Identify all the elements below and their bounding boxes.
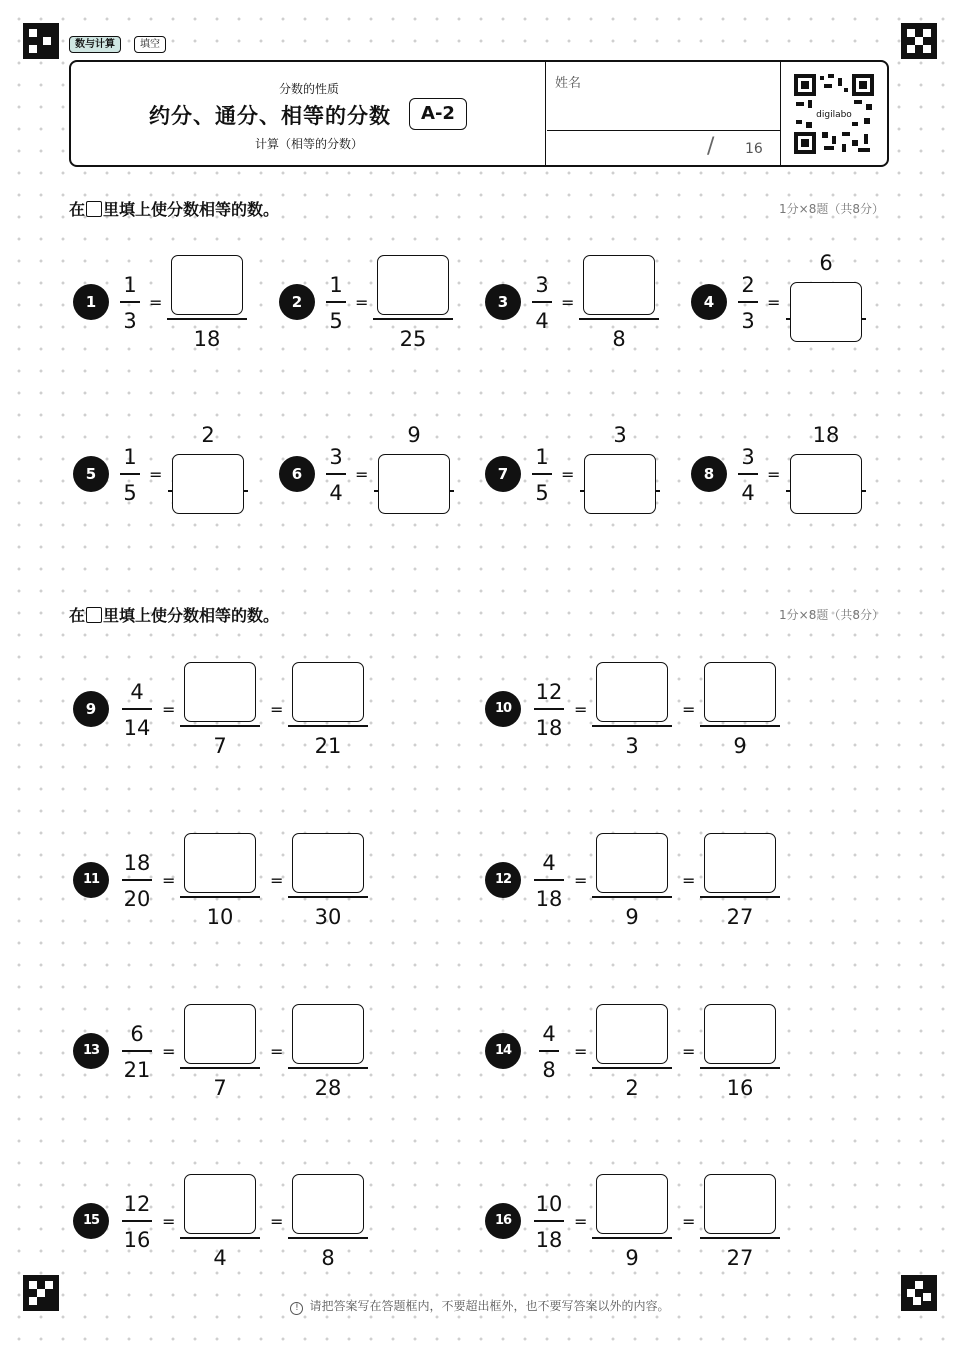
fraction-numerator: 4	[130, 680, 144, 704]
answer-box-denominator[interactable]	[790, 454, 862, 514]
answer-box-numerator[interactable]	[704, 1004, 776, 1064]
fraction-bar	[534, 708, 564, 710]
fraction-numerator: 1	[123, 445, 137, 469]
problem-number: 8	[691, 456, 727, 492]
equals-sign: =	[767, 293, 781, 312]
fraction-denominator: 16	[123, 1228, 151, 1252]
given-denominator: 8	[321, 1246, 335, 1270]
given-numerator: 3	[613, 423, 627, 447]
score-total: 16	[745, 141, 763, 157]
fraction-denominator: 8	[542, 1058, 556, 1082]
fraction-bar	[167, 318, 247, 320]
section-1-points: 1分×8题（共8分）	[779, 202, 884, 216]
given-denominator: 27	[726, 1246, 754, 1270]
fraction-denominator: 20	[123, 887, 151, 911]
fraction-denominator: 5	[123, 481, 137, 505]
equals-sign: =	[355, 293, 369, 312]
problem-number: 1	[73, 284, 109, 320]
fraction-bar	[180, 896, 260, 898]
problem-number: 16	[485, 1203, 521, 1239]
fraction-denominator: 3	[123, 309, 137, 333]
worksheet-code-badge: A-2	[409, 98, 467, 130]
fraction-denominator: 5	[535, 481, 549, 505]
fraction-bar	[592, 1067, 672, 1069]
category-tag: 数与计算	[69, 36, 121, 53]
fraction-bar	[122, 1050, 152, 1052]
fraction-bar	[592, 725, 672, 727]
fraction-bar	[592, 1237, 672, 1239]
fraction-denominator: 18	[535, 716, 563, 740]
equals-sign: =	[561, 293, 575, 312]
equals-sign: =	[162, 871, 176, 890]
problem-number: 3	[485, 284, 521, 320]
svg-text:digilabo: digilabo	[816, 110, 852, 120]
answer-box-numerator[interactable]	[184, 833, 256, 893]
fraction-numerator: 2	[741, 273, 755, 297]
answer-box-numerator[interactable]	[596, 1174, 668, 1234]
fraction-bar	[326, 473, 346, 475]
fraction-bar	[288, 725, 368, 727]
answer-box-numerator[interactable]	[704, 1174, 776, 1234]
given-denominator: 10	[206, 905, 234, 929]
given-denominator: 25	[399, 327, 427, 351]
problem-number: 9	[73, 691, 109, 727]
answer-box-numerator[interactable]	[704, 833, 776, 893]
fraction-bar	[122, 708, 152, 710]
given-denominator: 9	[625, 905, 639, 929]
given-denominator: 9	[733, 734, 747, 758]
answer-box-icon	[86, 201, 102, 217]
fraction-bar	[539, 1050, 559, 1052]
given-numerator: 2	[201, 423, 215, 447]
answer-box-numerator[interactable]	[171, 255, 243, 315]
answer-box-denominator[interactable]	[584, 454, 656, 514]
name-underline	[547, 130, 780, 131]
problem-number: 13	[73, 1033, 109, 1069]
answer-box-denominator[interactable]	[378, 454, 450, 514]
corner-marker-top-left	[23, 23, 59, 59]
type-tag: 填空	[134, 36, 166, 53]
section-2-points: 1分×8题（共8分）	[779, 608, 884, 622]
qr-code-icon	[794, 74, 874, 154]
equals-sign: =	[574, 700, 588, 719]
answer-box-denominator[interactable]	[790, 282, 862, 342]
fraction-bar	[700, 896, 780, 898]
fraction-bar	[700, 725, 780, 727]
page-title: 约分、通分、相等的分数	[149, 104, 391, 128]
fraction-denominator: 4	[535, 309, 549, 333]
fraction-denominator: 18	[535, 1228, 563, 1252]
equals-sign: =	[355, 465, 369, 484]
given-denominator: 27	[726, 905, 754, 929]
fraction-denominator: 5	[329, 309, 343, 333]
answer-box-icon	[86, 607, 102, 623]
equals-sign: =	[270, 1042, 284, 1061]
fraction-bar	[180, 1237, 260, 1239]
fraction-bar	[532, 473, 552, 475]
fraction-numerator: 12	[535, 680, 563, 704]
fraction-bar	[288, 1067, 368, 1069]
fraction-bar	[122, 1220, 152, 1222]
header-divider-qr	[780, 62, 781, 165]
fraction-numerator: 4	[542, 851, 556, 875]
fraction-denominator: 4	[329, 481, 343, 505]
answer-box-denominator[interactable]	[172, 454, 244, 514]
given-denominator: 3	[625, 734, 639, 758]
given-denominator: 8	[612, 327, 626, 351]
equals-sign: =	[561, 465, 575, 484]
fraction-numerator: 3	[329, 445, 343, 469]
fraction-denominator: 18	[535, 887, 563, 911]
fraction-denominator: 3	[741, 309, 755, 333]
fraction-bar	[122, 879, 152, 881]
section-2-title: 在 里填上使分数相等的数。	[69, 606, 280, 625]
fraction-numerator: 1	[329, 273, 343, 297]
given-denominator: 9	[625, 1246, 639, 1270]
equals-sign: =	[149, 465, 163, 484]
equals-sign: =	[682, 1042, 696, 1061]
answer-box-numerator[interactable]	[184, 1174, 256, 1234]
equals-sign: =	[574, 871, 588, 890]
fraction-numerator: 1	[123, 273, 137, 297]
info-icon: !	[290, 1302, 303, 1315]
section-1-title: 在 里填上使分数相等的数。	[69, 200, 280, 219]
equals-sign: =	[162, 1042, 176, 1061]
given-denominator: 2	[625, 1076, 639, 1100]
fraction-bar	[579, 318, 659, 320]
fraction-denominator: 21	[123, 1058, 151, 1082]
fraction-bar	[180, 725, 260, 727]
given-denominator: 16	[726, 1076, 754, 1100]
fraction-numerator: 6	[130, 1022, 144, 1046]
given-denominator: 7	[213, 1076, 227, 1100]
fraction-bar	[120, 473, 140, 475]
corner-marker-top-right	[901, 23, 937, 59]
fraction-numerator: 4	[542, 1022, 556, 1046]
given-numerator: 6	[819, 251, 833, 275]
worksheet-header	[69, 60, 889, 167]
fraction-bar	[738, 301, 758, 303]
equals-sign: =	[574, 1212, 588, 1231]
fraction-bar	[180, 1067, 260, 1069]
fraction-denominator: 14	[123, 716, 151, 740]
problem-number: 15	[73, 1203, 109, 1239]
equals-sign: =	[149, 293, 163, 312]
answer-box-numerator[interactable]	[596, 833, 668, 893]
equals-sign: =	[162, 1212, 176, 1231]
fraction-numerator: 18	[123, 851, 151, 875]
header-caption: 计算（相等的分数）	[254, 137, 363, 151]
fraction-bar	[534, 1220, 564, 1222]
problem-number: 14	[485, 1033, 521, 1069]
answer-box-numerator[interactable]	[596, 662, 668, 722]
fraction-bar	[534, 879, 564, 881]
problem-number: 10	[485, 691, 521, 727]
fraction-bar	[326, 301, 346, 303]
score-slash: /	[707, 134, 715, 159]
name-label: 姓名	[555, 76, 582, 91]
fraction-bar	[700, 1067, 780, 1069]
fraction-numerator: 1	[535, 445, 549, 469]
problem-number: 6	[279, 456, 315, 492]
fraction-bar	[288, 1237, 368, 1239]
header-subtitle: 分数的性质	[278, 82, 339, 96]
given-denominator: 18	[193, 327, 221, 351]
answer-box-numerator[interactable]	[377, 255, 449, 315]
problem-number: 11	[73, 862, 109, 898]
answer-box-numerator[interactable]	[292, 1174, 364, 1234]
footer-note: ! 请把答案写在答题框内，不要超出框外，也不要写答案以外的内容。	[0, 1297, 960, 1315]
problem-number: 12	[485, 862, 521, 898]
equals-sign: =	[270, 1212, 284, 1231]
fraction-numerator: 10	[535, 1192, 563, 1216]
given-numerator: 18	[812, 423, 840, 447]
equals-sign: =	[767, 465, 781, 484]
answer-box-numerator[interactable]	[596, 1004, 668, 1064]
given-denominator: 21	[314, 734, 342, 758]
equals-sign: =	[270, 700, 284, 719]
given-numerator: 9	[407, 423, 421, 447]
problem-number: 5	[73, 456, 109, 492]
given-denominator: 4	[213, 1246, 227, 1270]
fraction-bar	[373, 318, 453, 320]
answer-box-numerator[interactable]	[292, 833, 364, 893]
equals-sign: =	[682, 1212, 696, 1231]
given-denominator: 30	[314, 905, 342, 929]
answer-box-numerator[interactable]	[184, 662, 256, 722]
fraction-denominator: 4	[741, 481, 755, 505]
equals-sign: =	[682, 700, 696, 719]
fraction-bar	[120, 301, 140, 303]
given-denominator: 7	[213, 734, 227, 758]
problem-number: 7	[485, 456, 521, 492]
equals-sign: =	[574, 1042, 588, 1061]
given-denominator: 28	[314, 1076, 342, 1100]
fraction-bar	[592, 896, 672, 898]
fraction-bar	[532, 301, 552, 303]
answer-box-numerator[interactable]	[292, 662, 364, 722]
fraction-numerator: 3	[535, 273, 549, 297]
equals-sign: =	[162, 700, 176, 719]
fraction-bar	[700, 1237, 780, 1239]
fraction-bar	[288, 896, 368, 898]
answer-box-numerator[interactable]	[583, 255, 655, 315]
answer-box-numerator[interactable]	[704, 662, 776, 722]
fraction-bar	[738, 473, 758, 475]
answer-box-numerator[interactable]	[184, 1004, 256, 1064]
equals-sign: =	[270, 871, 284, 890]
problem-number: 2	[279, 284, 315, 320]
fraction-numerator: 12	[123, 1192, 151, 1216]
equals-sign: =	[682, 871, 696, 890]
fraction-numerator: 3	[741, 445, 755, 469]
header-divider	[545, 62, 546, 165]
answer-box-numerator[interactable]	[292, 1004, 364, 1064]
problem-number: 4	[691, 284, 727, 320]
